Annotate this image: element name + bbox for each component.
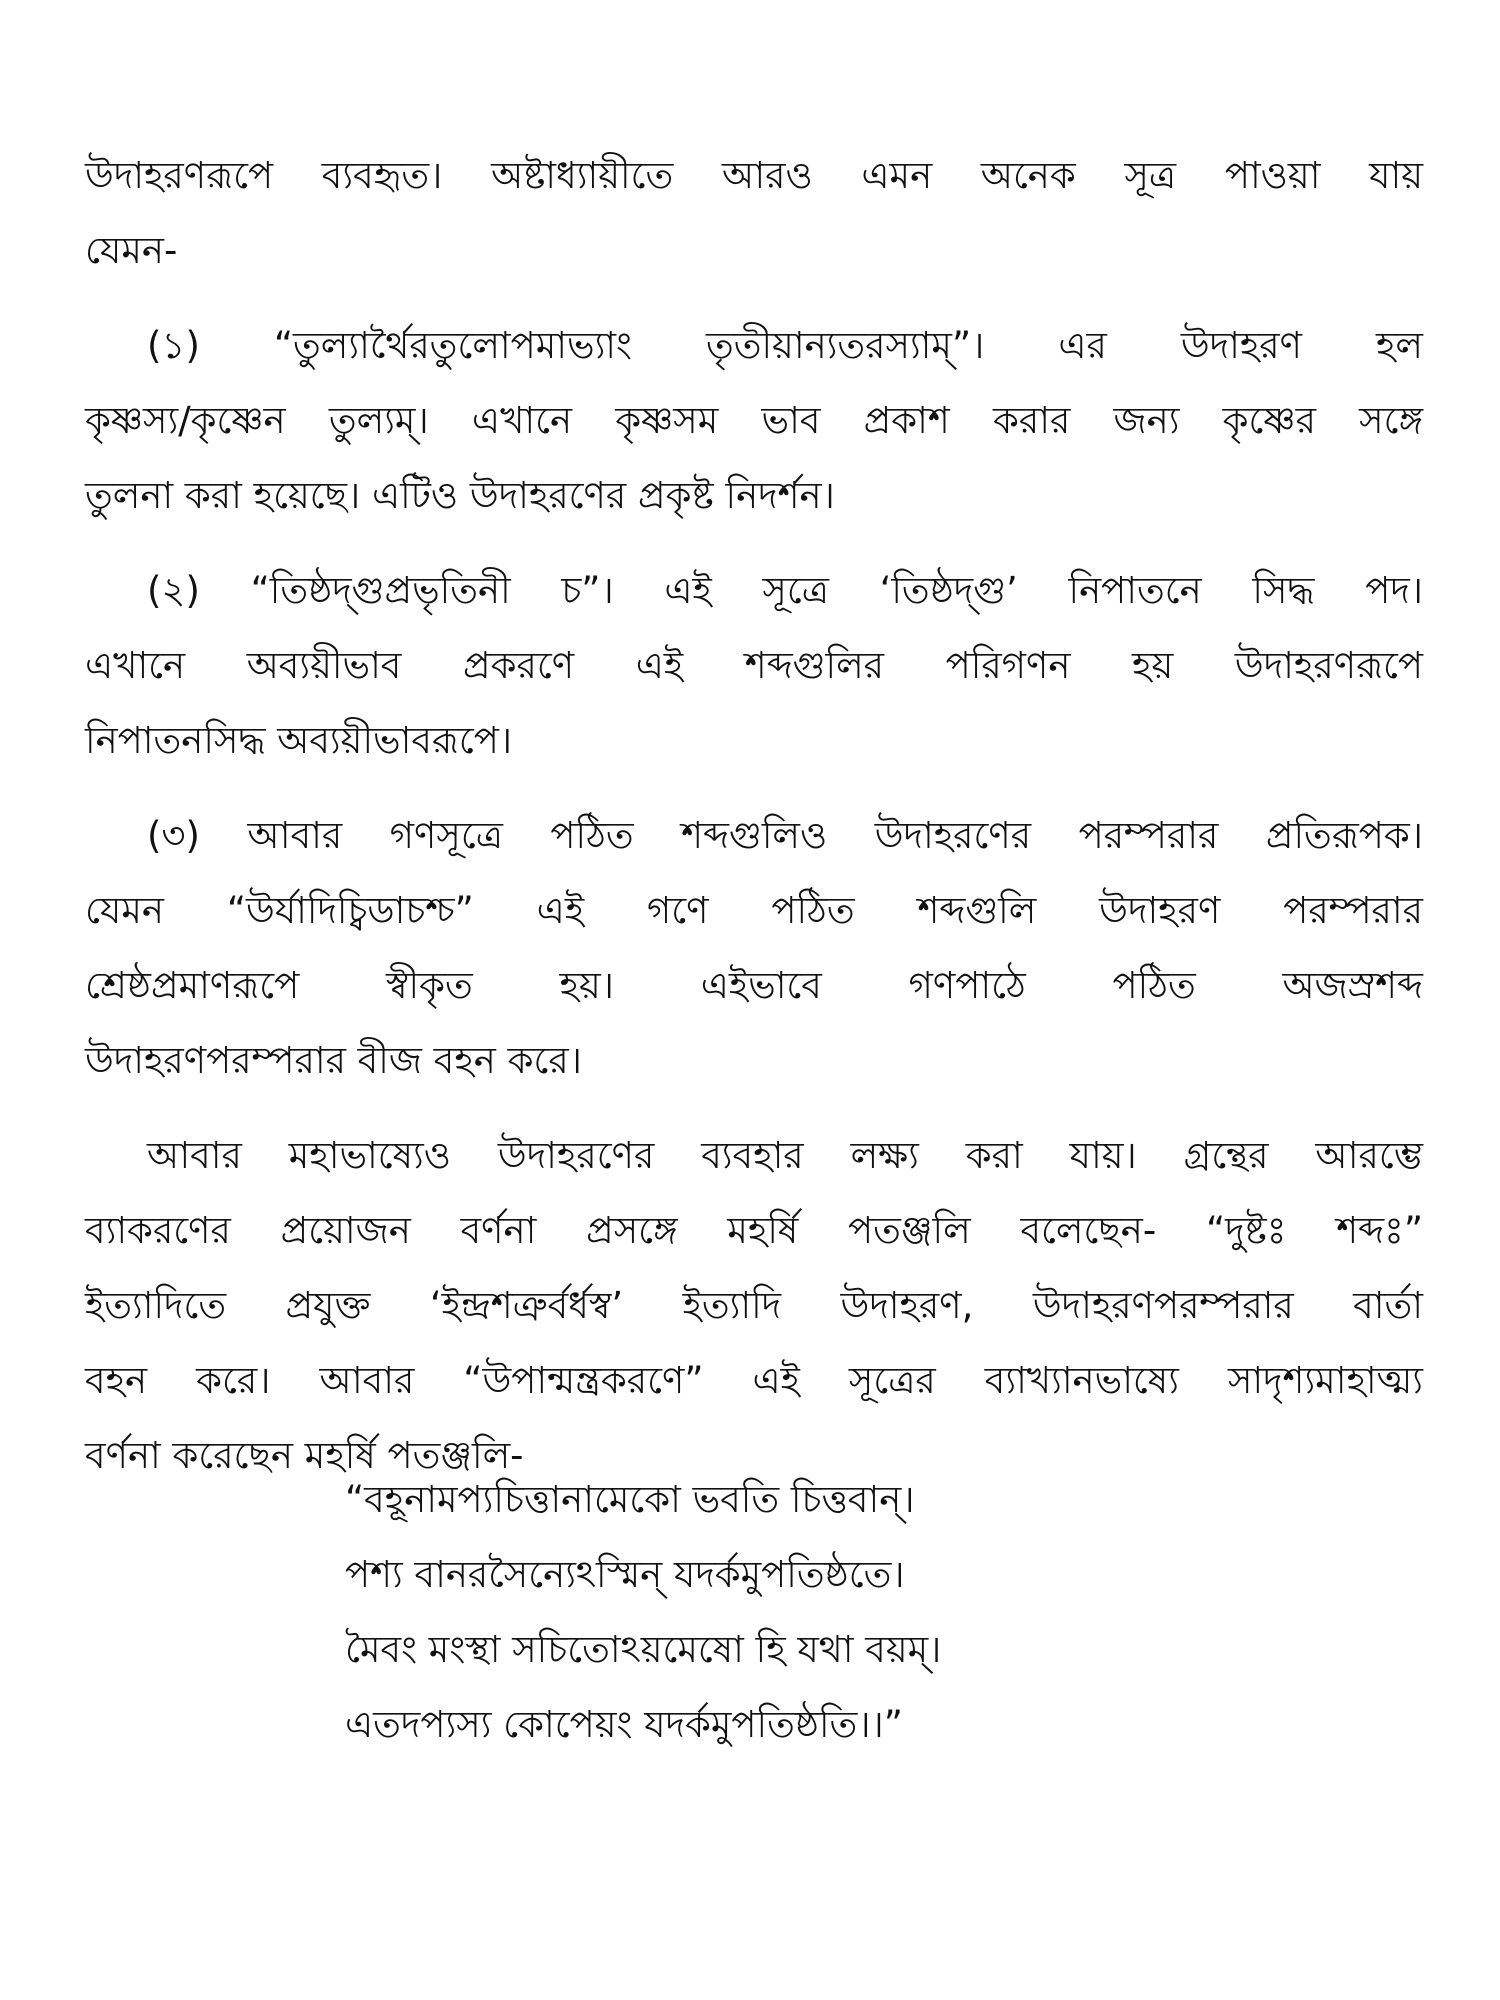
document-page	[85, 138, 1423, 1493]
text-line: ইত্যাদিতে প্রযুক্ত ‘ইন্দ্রশত্রুর্বর্ধস্ব’ ইত্যাদি উদাহরণ, উদাহরণপরম্পরার বার্তা	[85, 1284, 1423, 1327]
verse-line: মৈবং মংস্থা সচিতোঽয়মেষো হি যথা বয়ম্।	[345, 1628, 942, 1671]
paragraph-1	[85, 138, 1423, 288]
text-line: যেমন-	[85, 229, 178, 272]
text-line: নিপাতনসিদ্ধ অব্যয়ীভাবরূপে।	[85, 719, 513, 762]
text-line: বর্ণনা করেছেন মহর্ষি পতঞ্জলি-	[85, 1434, 524, 1477]
text-line: ব্যাকরণের প্রয়োজন বর্ণনা প্রসঙ্গে মহর্ষি পতঞ্জলি বলেছেন- “দুষ্টঃ শব্দঃ”	[85, 1209, 1423, 1252]
text-line: (২) “তিষ্ঠদ্গুপ্রভৃতিনী চ”। এই সূত্রে ‘তিষ্ঠদ্গু’ নিপাতনে সিদ্ধ পদ।	[147, 569, 1423, 612]
text-line: উদাহরণরূপে ব্যবহৃত। অষ্টাধ্যায়ীতে আরও এমন অনেক সূত্র পাওয়া যায়	[85, 154, 1423, 197]
text-line: বহন করে। আবার “উপান্মন্ত্রকরণে” এই সূত্রের ব্যাখ্যানভাষ্যে সাদৃশ্যমাহাত্ম্য	[85, 1359, 1423, 1402]
text-line: শ্রেষ্ঠপ্রমাণরূপে স্বীকৃত হয়। এইভাবে গণপাঠে পঠিত অজস্রশব্দ	[85, 964, 1423, 1007]
text-line: আবার মহাভাষ্যেও উদাহরণের ব্যবহার লক্ষ্য করা যায়। গ্রন্থের আরম্ভে	[147, 1134, 1423, 1177]
paragraph-2	[85, 308, 1423, 533]
text-line: (৩) আবার গণসূত্রে পঠিত শব্দগুলিও উদাহরণের পরম্পরার প্রতিরূপক।	[147, 814, 1423, 857]
verse-line: “বহূনামপ্যচিত্তানামেকো ভবতি চিত্তবান্।	[345, 1478, 915, 1521]
verse-line: এতদপ্যস্য কোপেয়ং যদর্কমুপতিষ্ঠতি।।”	[345, 1703, 903, 1746]
quoted-verse	[345, 1462, 941, 1762]
text-line: তুলনা করা হয়েছে। এটিও উদাহরণের প্রকৃষ্ট নিদর্শন।	[85, 474, 835, 517]
paragraph-4	[85, 798, 1423, 1098]
text-line: উদাহরণপরম্পরার বীজ বহন করে।	[85, 1039, 582, 1082]
text-line: যেমন “উর্যাদিচ্বিডাচশ্চ” এই গণে পঠিত শব্দগুলি উদাহরণ পরম্পরার	[85, 889, 1423, 932]
text-line: এখানে অব্যয়ীভাব প্রকরণে এই শব্দগুলির পরিগণন হয় উদাহরণরূপে	[85, 644, 1423, 687]
paragraph-3	[85, 553, 1423, 778]
paragraph-5	[85, 1118, 1423, 1493]
text-line: (১) “তুল্যার্থৈরতুলোপমাভ্যাং তৃতীয়ান্যতরস্যাম্”। এর উদাহরণ হল	[147, 324, 1423, 367]
text-line: কৃষ্ণস্য/কৃষ্ণেন তুল্যম্। এখানে কৃষ্ণসম ভাব প্রকাশ করার জন্য কৃষ্ণের সঙ্গে	[85, 399, 1423, 442]
verse-line: পশ্য বানরসৈন্যেঽস্মিন্ যদর্কমুপতিষ্ঠতে।	[345, 1553, 905, 1596]
